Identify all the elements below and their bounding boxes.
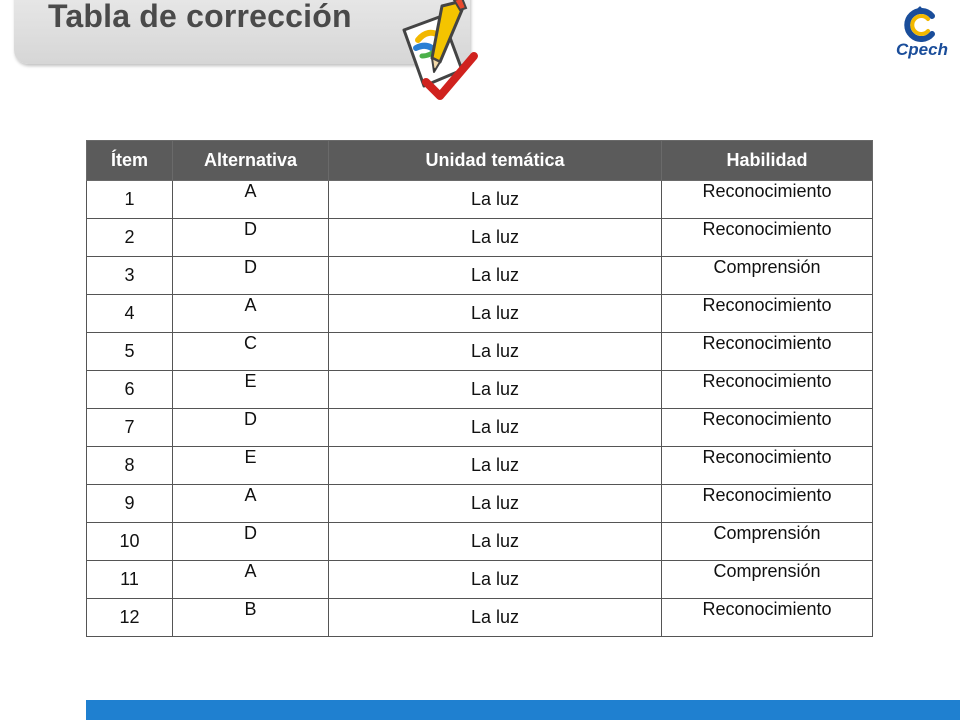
table-row bbox=[87, 257, 873, 295]
pencil-checkmark-icon bbox=[396, 0, 480, 104]
answer-key-table bbox=[86, 140, 873, 637]
cell-unidad: La luz bbox=[329, 295, 662, 333]
cell-habilidad: Reconocimiento bbox=[662, 219, 873, 257]
cell-item: 8 bbox=[87, 447, 173, 485]
table-row bbox=[87, 485, 873, 523]
column-header-alternativa: Alternativa bbox=[173, 141, 329, 181]
cell-unidad: La luz bbox=[329, 561, 662, 599]
table-row bbox=[87, 295, 873, 333]
cell-habilidad: Reconocimiento bbox=[662, 371, 873, 409]
table-row bbox=[87, 333, 873, 371]
logo-text: Cpech bbox=[896, 40, 948, 59]
cell-unidad: La luz bbox=[329, 219, 662, 257]
cpech-logo-icon bbox=[890, 6, 954, 42]
cell-unidad: La luz bbox=[329, 333, 662, 371]
cell-item: 4 bbox=[87, 295, 173, 333]
cell-item: 5 bbox=[87, 333, 173, 371]
table-row bbox=[87, 561, 873, 599]
cell-habilidad: Reconocimiento bbox=[662, 333, 873, 371]
cell-alternativa: A bbox=[173, 561, 329, 599]
cell-unidad: La luz bbox=[329, 409, 662, 447]
cell-alternativa: D bbox=[173, 257, 329, 295]
footer-accent-bar bbox=[86, 700, 960, 720]
cell-item: 11 bbox=[87, 561, 173, 599]
cell-habilidad: Comprensión bbox=[662, 561, 873, 599]
cell-unidad: La luz bbox=[329, 447, 662, 485]
cell-habilidad: Reconocimiento bbox=[662, 295, 873, 333]
cell-item: 7 bbox=[87, 409, 173, 447]
cell-unidad: La luz bbox=[329, 371, 662, 409]
table-row bbox=[87, 599, 873, 637]
column-header-item: Ítem bbox=[87, 141, 173, 181]
column-header-habilidad: Habilidad bbox=[662, 141, 873, 181]
cell-alternativa: E bbox=[173, 371, 329, 409]
cell-alternativa: C bbox=[173, 333, 329, 371]
cell-habilidad: Comprensión bbox=[662, 257, 873, 295]
cpech-logo bbox=[890, 6, 954, 64]
cell-alternativa: A bbox=[173, 295, 329, 333]
cell-alternativa: D bbox=[173, 409, 329, 447]
page-title: Tabla de corrección bbox=[48, 0, 352, 34]
cell-unidad: La luz bbox=[329, 257, 662, 295]
cell-unidad: La luz bbox=[329, 523, 662, 561]
table-row bbox=[87, 447, 873, 485]
table-row bbox=[87, 181, 873, 219]
cell-item: 3 bbox=[87, 257, 173, 295]
cell-item: 6 bbox=[87, 371, 173, 409]
cell-habilidad: Reconocimiento bbox=[662, 447, 873, 485]
cell-alternativa: D bbox=[173, 219, 329, 257]
cell-habilidad: Reconocimiento bbox=[662, 409, 873, 447]
cell-habilidad: Reconocimiento bbox=[662, 599, 873, 637]
cell-alternativa: A bbox=[173, 485, 329, 523]
cell-item: 9 bbox=[87, 485, 173, 523]
cell-unidad: La luz bbox=[329, 599, 662, 637]
cell-habilidad: Comprensión bbox=[662, 523, 873, 561]
cell-alternativa: B bbox=[173, 599, 329, 637]
cell-item: 2 bbox=[87, 219, 173, 257]
table-row bbox=[87, 219, 873, 257]
cell-alternativa: A bbox=[173, 181, 329, 219]
cell-alternativa: E bbox=[173, 447, 329, 485]
column-header-unidad: Unidad temática bbox=[329, 141, 662, 181]
table-header-row bbox=[87, 141, 873, 181]
table-row bbox=[87, 523, 873, 561]
cell-habilidad: Reconocimiento bbox=[662, 485, 873, 523]
cell-unidad: La luz bbox=[329, 485, 662, 523]
cell-item: 1 bbox=[87, 181, 173, 219]
table-row bbox=[87, 409, 873, 447]
table-row bbox=[87, 371, 873, 409]
cell-alternativa: D bbox=[173, 523, 329, 561]
cell-item: 10 bbox=[87, 523, 173, 561]
cell-habilidad: Reconocimiento bbox=[662, 181, 873, 219]
cell-unidad: La luz bbox=[329, 181, 662, 219]
cell-item: 12 bbox=[87, 599, 173, 637]
